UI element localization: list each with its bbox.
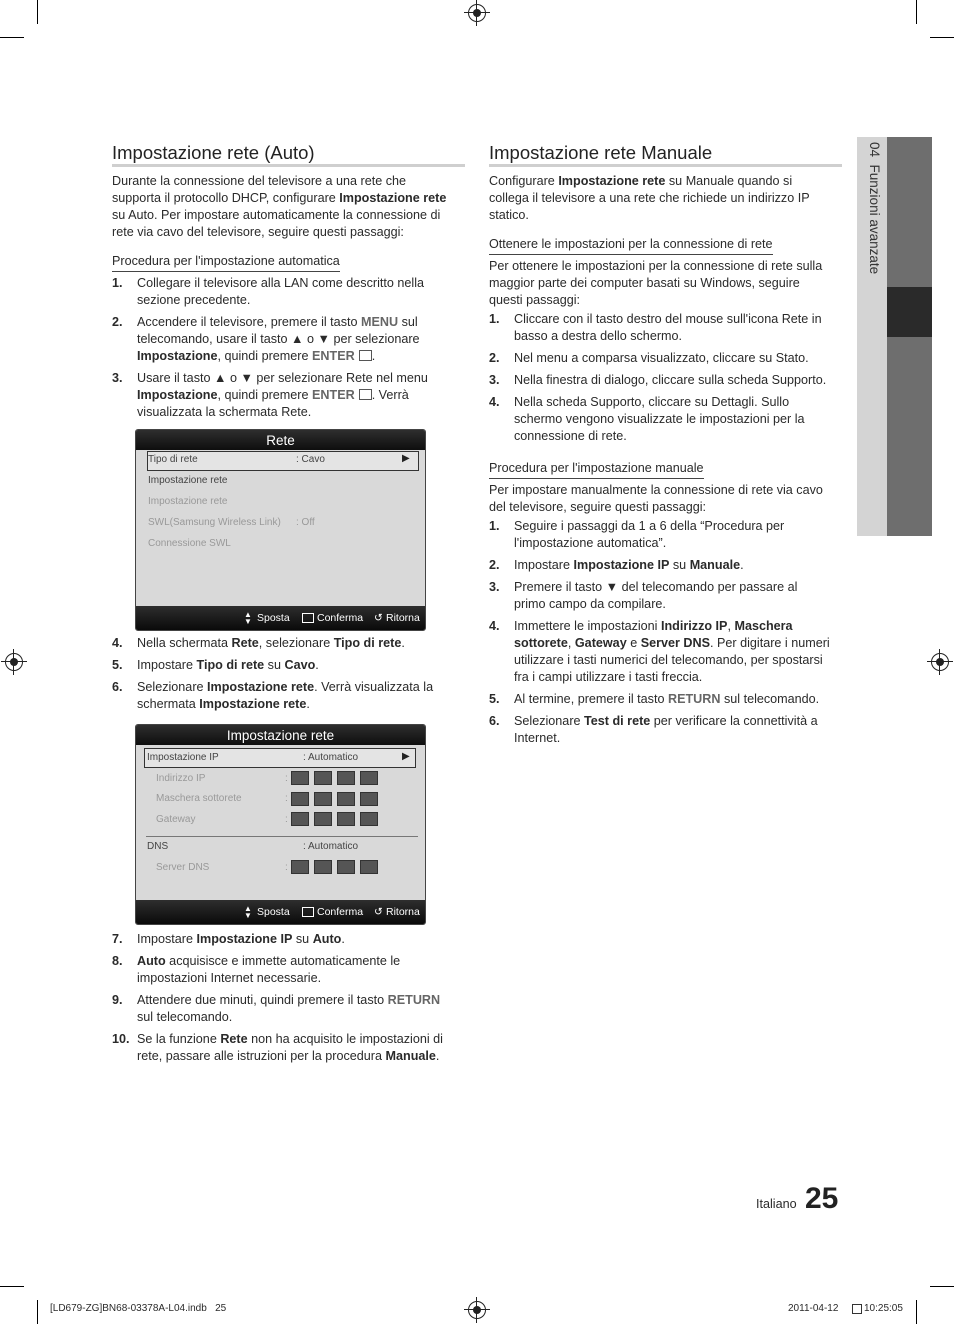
updown-icon: ▲ ▼ bbox=[244, 610, 252, 626]
menu-row-indirizzo-ip[interactable]: Indirizzo IP bbox=[156, 773, 206, 784]
list-item: 5. Al termine, premere il tasto RETURN sul telecomando. bbox=[489, 692, 820, 706]
list-item: 5. Impostare Tipo di rete su Cavo. bbox=[112, 658, 319, 672]
divider bbox=[146, 836, 418, 837]
gateway-field[interactable] bbox=[360, 812, 378, 826]
list-item: 6. Selezionare Impostazione rete. Verrà visualizzata la schermata Impostazione rete. bbox=[112, 680, 434, 711]
chapter-tab-active bbox=[887, 287, 932, 337]
steps-auto-2 bbox=[112, 635, 472, 713]
dns-field[interactable] bbox=[291, 860, 309, 874]
menu-row-impostazione-rete-2[interactable]: Impostazione rete bbox=[148, 496, 228, 507]
menu-row-value: : Automatico bbox=[303, 752, 359, 763]
field-separator: : bbox=[285, 773, 288, 784]
title-rule bbox=[112, 164, 465, 167]
menu-row-value: : Cavo bbox=[296, 454, 325, 465]
footer-confirm: Conferma bbox=[317, 612, 364, 624]
menu-row-dns[interactable]: DNS bbox=[147, 841, 169, 852]
crop-mark bbox=[916, 0, 917, 24]
menu-row-maschera-sottorete[interactable]: Maschera sottorete bbox=[156, 793, 242, 804]
registration-mark-icon bbox=[5, 653, 23, 671]
paragraph-get-settings: Per ottenere le impostazioni per la connessione di rete sulla maggior parte dei computer basati su Windows, seguire questi passaggi: bbox=[489, 259, 823, 307]
field-separator: : bbox=[285, 793, 288, 804]
crop-mark bbox=[37, 1300, 38, 1324]
return-icon: ↺ bbox=[374, 612, 383, 624]
chapter-label: 04 Funzioni avanzate bbox=[867, 142, 882, 275]
return-icon: ↺ bbox=[374, 906, 383, 918]
subtitle-get-settings: Ottenere le impostazioni per la connessione di rete bbox=[489, 236, 773, 255]
footer-move: Sposta bbox=[257, 906, 290, 918]
menu-row-tipo-di-rete[interactable]: Tipo di rete bbox=[148, 454, 198, 465]
subtitle-manual-procedure: Procedura per l'impostazione manuale bbox=[489, 460, 704, 479]
tv-screen-impostazione-rete bbox=[135, 724, 426, 925]
list-item: 10. Se la funzione Rete non ha acquisito le impostazioni di rete, passare alle istruzioni per la procedura Manuale. bbox=[112, 1032, 443, 1063]
screen-footer bbox=[136, 606, 425, 630]
list-item: 9. Attendere due minuti, quindi premere il tasto RETURN sul telecomando. bbox=[112, 993, 441, 1024]
registration-mark-icon bbox=[468, 1301, 486, 1319]
chevron-right-icon: ▶ bbox=[402, 751, 410, 762]
print-file-info: [LD679-ZG]BN68-03378A-L04.indb 25 bbox=[50, 1303, 227, 1314]
list-item: 8. Auto acquisisce e immette automaticamente le impostazioni Internet necessarie. bbox=[112, 954, 401, 985]
title-rule bbox=[489, 164, 842, 167]
field-separator: : bbox=[285, 862, 288, 873]
enter-icon bbox=[359, 350, 372, 361]
menu-row-value: : Off bbox=[296, 517, 315, 528]
enter-icon bbox=[302, 613, 314, 623]
footer-back: Ritorna bbox=[386, 906, 420, 918]
intro-manual: Configurare Impostazione rete su Manuale quando si collega il televisore a una rete che richiede un indirizzo IP statico. bbox=[489, 174, 810, 222]
screen-title: Impostazione rete bbox=[136, 725, 425, 745]
tv-screen-rete bbox=[135, 429, 426, 631]
steps-auto-3 bbox=[112, 931, 472, 1065]
crop-mark bbox=[916, 1300, 917, 1324]
clock-icon bbox=[852, 1304, 862, 1314]
list-item: 3. Usare il tasto ▲ o ▼ per selezionare Rete nel menu Impostazione, quindi premere ENTER . Verrà visualizzata la schermata Rete. bbox=[112, 371, 428, 419]
screen-footer bbox=[136, 900, 425, 924]
crop-mark bbox=[0, 1286, 24, 1287]
menu-row-impostazione-rete[interactable]: Impostazione rete bbox=[148, 475, 228, 486]
list-item: 7. Impostare Impostazione IP su Auto. bbox=[112, 932, 345, 946]
dns-field[interactable] bbox=[314, 860, 332, 874]
updown-icon: ▲ ▼ bbox=[244, 904, 252, 920]
list-item: 1. Cliccare con il tasto destro del mouse sull'icona Rete in basso a destra dello schermo. bbox=[489, 312, 822, 343]
menu-row-server-dns[interactable]: Server DNS bbox=[156, 862, 210, 873]
section-title-auto: Impostazione rete (Auto) bbox=[112, 142, 315, 163]
crop-mark bbox=[0, 37, 24, 38]
gateway-field[interactable] bbox=[291, 812, 309, 826]
subnet-field[interactable] bbox=[337, 792, 355, 806]
crop-mark bbox=[930, 1286, 954, 1287]
crop-mark bbox=[930, 37, 954, 38]
field-separator: : bbox=[285, 814, 288, 825]
menu-row-impostazione-ip[interactable]: Impostazione IP bbox=[147, 752, 219, 763]
menu-row-value: : Automatico bbox=[303, 841, 359, 852]
steps-auto-1 bbox=[112, 275, 472, 421]
intro-auto: Durante la connessione del televisore a una rete che supporta il protocollo DHCP, configurare Impostazione rete su Auto. Per impostare automaticamente la connessione di rete via cavo del televisore, seguire questi passaggi: bbox=[112, 174, 447, 239]
ip-field[interactable] bbox=[291, 771, 309, 785]
subnet-field[interactable] bbox=[291, 792, 309, 806]
list-item: 1. Collegare il televisore alla LAN come descritto nella sezione precedente. bbox=[112, 276, 424, 307]
dns-field[interactable] bbox=[337, 860, 355, 874]
ip-field[interactable] bbox=[360, 771, 378, 785]
page-number: 25 bbox=[805, 1182, 839, 1215]
footer-back: Ritorna bbox=[386, 612, 420, 624]
registration-mark-icon bbox=[468, 4, 486, 22]
gateway-field[interactable] bbox=[314, 812, 332, 826]
footer-language: Italiano bbox=[756, 1197, 797, 1211]
print-time: 10:25:05 bbox=[864, 1303, 903, 1314]
menu-row-connessione-swl[interactable]: Connessione SWL bbox=[148, 538, 231, 549]
footer-move: Sposta bbox=[257, 612, 290, 624]
subnet-field[interactable] bbox=[314, 792, 332, 806]
subnet-field[interactable] bbox=[360, 792, 378, 806]
dns-field[interactable] bbox=[360, 860, 378, 874]
paragraph-manual: Per impostare manualmente la connessione di rete via cavo del televisore, seguire questi passaggi: bbox=[489, 483, 823, 514]
gateway-field[interactable] bbox=[337, 812, 355, 826]
list-item: 2. Impostare Impostazione IP su Manuale. bbox=[489, 558, 744, 572]
list-item: 4. Nella scheda Supporto, cliccare su Dettagli. Sullo schermo vengono visualizzate le impostazioni per la connessione di rete. bbox=[489, 395, 805, 443]
menu-row-swl[interactable]: SWL(Samsung Wireless Link) bbox=[148, 517, 281, 528]
registration-mark-icon bbox=[931, 653, 949, 671]
section-title-manual: Impostazione rete Manuale bbox=[489, 142, 713, 163]
chevron-right-icon: ▶ bbox=[402, 453, 410, 464]
ip-field[interactable] bbox=[314, 771, 332, 785]
steps-get-settings bbox=[489, 311, 844, 445]
crop-mark bbox=[37, 0, 38, 24]
list-item: 3. Nella finestra di dialogo, cliccare sulla scheda Supporto. bbox=[489, 373, 827, 387]
menu-row-gateway[interactable]: Gateway bbox=[156, 814, 196, 825]
subtitle-auto-procedure: Procedura per l'impostazione automatica bbox=[112, 253, 340, 272]
list-item: 2. Nel menu a comparsa visualizzato, cliccare su Stato. bbox=[489, 351, 809, 365]
list-item: 2. Accendere il televisore, premere il tasto MENU sul telecomando, usare il tasto ▲ o ▼ per selezionare Impostazione, quindi premere ENTER . bbox=[112, 315, 420, 363]
list-item: 4. Nella schermata Rete, selezionare Tipo di rete. bbox=[112, 636, 405, 650]
enter-icon bbox=[359, 389, 372, 400]
enter-icon bbox=[302, 907, 314, 917]
print-date: 2011-04-12 bbox=[788, 1303, 839, 1314]
list-item: 4. Immettere le impostazioni Indirizzo IP, Maschera sottorete, Gateway e Server DNS. Per digitare i numeri utilizzare i tasti numerici del telecomando, per spostarsi fra i campi utilizzare i tasti freccia. bbox=[489, 619, 830, 684]
footer-confirm: Conferma bbox=[317, 906, 364, 918]
list-item: 6. Selezionare Test di rete per verificare la connettività a Internet. bbox=[489, 714, 818, 745]
list-item: 1. Seguire i passaggi da 1 a 6 della “Procedura per l'impostazione automatica”. bbox=[489, 519, 785, 550]
steps-manual bbox=[489, 518, 844, 747]
screen-title: Rete bbox=[136, 430, 425, 450]
ip-field[interactable] bbox=[337, 771, 355, 785]
list-item: 3. Premere il tasto ▼ del telecomando per passare al primo campo da compilare. bbox=[489, 580, 798, 611]
